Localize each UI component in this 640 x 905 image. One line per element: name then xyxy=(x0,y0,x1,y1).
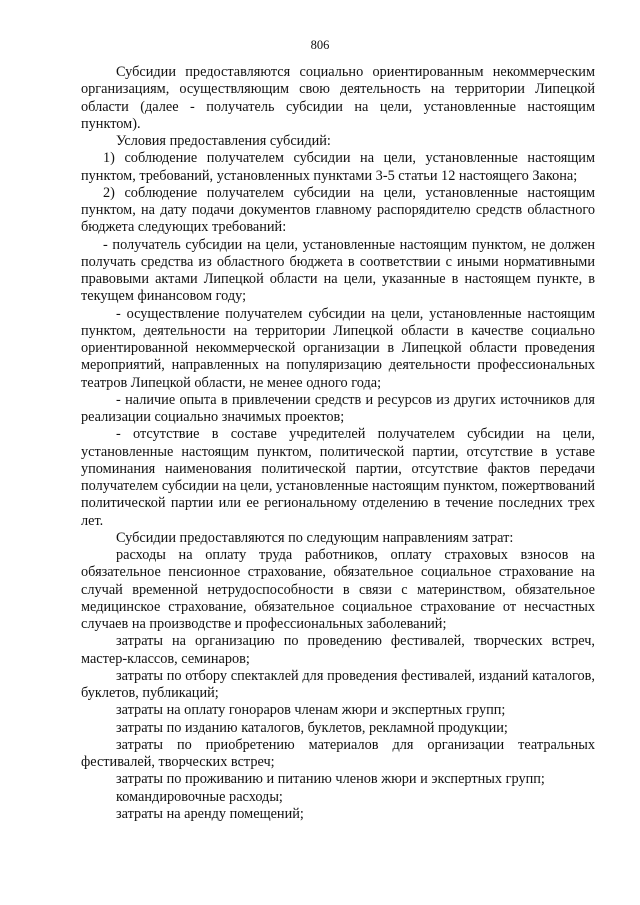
paragraph: Субсидии предоставляются по следующим направлениям затрат: xyxy=(116,529,514,546)
paragraph: командировочные расходы; xyxy=(116,788,283,805)
list-item: 2) соблюдение получателем субсидии на цели, установленные настоящим пунктом, на дату подачи документов главному распорядителю средств областного бюджета следующих требований: xyxy=(81,184,595,236)
list-item: - осуществление получателем субсидии на цели, установленные настоящим пунктом, деятельности на территории Липецкой области в качестве социально ориентированной некоммерческой организации в Липецкой области проведения мероприятий, направленных на популяризацию деятельности профессиональных театров Липецкой области, не менее одного года; xyxy=(81,305,595,391)
paragraph: затраты по проживанию и питанию членов жюри и экспертных групп; xyxy=(116,771,545,788)
paragraph: Субсидии предоставляются социально ориентированным некоммерческим организациям, осуществляющим свою деятельность на территории Липецкой области (далее - получатель субсидии на цели, установленные настоящим пунктом). xyxy=(81,64,595,132)
paragraph: затраты на аренду помещений; xyxy=(116,805,304,822)
paragraph: Условия предоставления субсидий: xyxy=(116,133,331,149)
paragraph: затраты на организацию по проведению фестивалей, творческих встреч, мастер-классов, семинаров; xyxy=(81,633,595,667)
list-item: 1) соблюдение получателем субсидии на цели, установленные настоящим пунктом, требований, установленных пунктами 3-5 статьи 12 настоящего Закона; xyxy=(81,150,595,184)
paragraph: затраты на оплату гонораров членам жюри и экспертных групп; xyxy=(116,702,506,719)
paragraph: расходы на оплату труда работников, оплату страховых взносов на обязательное пенсионное страхование, обязательное социальное страхование на случай временной нетрудоспособности в связи с материнством, обязательное медицинское страхование, обязательное социальное страхование от несчастных случаев на производстве и профессиональных заболеваний; xyxy=(81,547,595,632)
list-item: - наличие опыта в привлечении средств и ресурсов из других источников для реализации социально значимых проектов; xyxy=(81,391,595,425)
page-number: 806 xyxy=(310,38,330,52)
paragraph: затраты по изданию каталогов, буклетов, рекламной продукции; xyxy=(116,719,508,736)
list-item: - получатель субсидии на цели, установленные настоящим пунктом, не должен получать средства из областного бюджета в соответствии с иными нормативными правовыми актами Липецкой области на цели, указанные в настоящем пункте, в текущем финансовом году; xyxy=(81,236,595,305)
document-body xyxy=(81,64,595,823)
list-item: - отсутствие в составе учредителей получателем субсидии на цели, установленные настоящим пунктом, политической партии, отсутствие в уставе упоминания наименования политической партии, отсутствие фактов передачи получателем субсидии на цели, установленные настоящим пунктом, пожертвований политической партии или ее региональному отделению в течение последних трех лет. xyxy=(81,426,595,529)
paragraph: затраты по приобретению материалов для организации театральных фестивалей, творческих встреч; xyxy=(81,736,595,770)
paragraph: затраты по отбору спектаклей для проведения фестивалей, изданий каталогов, буклетов, публикаций; xyxy=(81,667,595,701)
